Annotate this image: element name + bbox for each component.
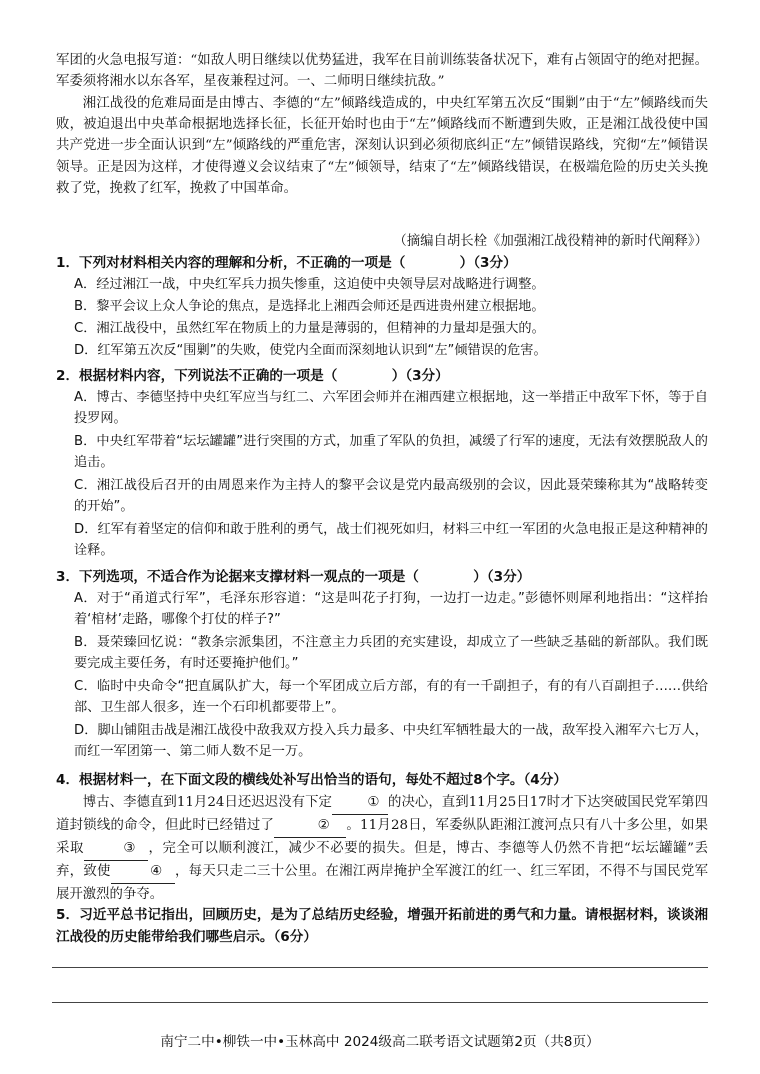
question-4-stem: 4．根据材料一，在下面文段的横线处补写出恰当的语句，每处不超过8个字。（4分） <box>56 772 567 788</box>
question-2-stem: 2．根据材料内容，下列说法不正确的一项是（ ）（3分） <box>56 368 449 384</box>
question-3-option-d: D．脚山铺阻击战是湘江战役中敌我双方投入兵力最多、中央红军牺牲最大的一战，敌军投入湘军六七万人，而红一军团第一、第二师人数不足一万。 <box>74 723 708 760</box>
answer-blank-3[interactable]: ③ <box>84 838 148 861</box>
question-4-text-4: ，完全可以顺利渡江，减少不必要的损失。但是，博古、李德等人仍然不肯把“坛坛罐罐”丢弃，致使 <box>56 841 708 879</box>
question-3-stem: 3．下列选项，不适合作为论据来支撑材料一观点的一项是（ ）（3分） <box>56 569 531 585</box>
question-4-text-3: 。11月28日，军委纵队距湘江渡河点只有八十多公里，如果采取 <box>56 818 708 856</box>
question-2-option-b: B．中央红军带着“坛坛罐罐”进行突围的方式，加重了军队的负担，减缓了行军的速度，无法有效摆脱敌人的追击。 <box>74 434 708 471</box>
question-1-option-c: C．湘江战役中，虽然红军在物质上的力量是薄弱的，但精神的力量却是强大的。 <box>74 321 545 336</box>
question-2-option-c: C．湘江战役后召开的由周恩来作为主持人的黎平会议是党内最高级别的会议，因此聂荣臻称其为“战略转变的开始”。 <box>74 478 708 515</box>
answer-line-1[interactable] <box>52 967 708 968</box>
answer-blank-1[interactable]: ① <box>332 792 388 815</box>
question-1-option-d: D．红军第五次反“围剿”的失败，使党内全面而深刻地认识到“左”倾错误的危害。 <box>74 343 547 358</box>
passage-source: （摘编自胡长栓《加强湘江战役精神的新时代阐释》） <box>393 234 708 249</box>
passage-paragraph-1: 军团的火急电报写道：“如敌人明日继续以优势猛进，我军在目前训练装备状况下，难有占领固守的绝对把握。军委须将湘水以东各军，星夜兼程过河。一、二师明日继续抗敌。” <box>56 53 708 90</box>
question-3-option-c: C．临时中央命令“把直属队扩大，每一个军团成立后方部，有的有一千副担子，有的有八百副担子……供给部、卫生部人很多，连一个石印机都要带上”。 <box>74 679 708 716</box>
question-3-option-a: A．对于“甬道式行军”，毛泽东形容道：“这是叫花子打狗，一边打一边走。”彭德怀则犀利地指出：“这样抬着‘棺材’走路，哪像个打仗的样子?” <box>74 591 708 628</box>
page-footer: 南宁二中•柳铁一中•玉林高中 2024级高二联考语文试题第2页（共8页） <box>160 1034 600 1050</box>
answer-line-2[interactable] <box>52 1002 708 1003</box>
question-5-stem: 5．习近平总书记指出，回顾历史，是为了总结历史经验，增强开拓前进的勇气和力量。请根据材料，谈谈湘江战役的历史能带给我们哪些启示。（6分） <box>56 907 708 945</box>
question-1-option-b: B．黎平会议上众人争论的焦点，是选择北上湘西会师还是西进贵州建立根据地。 <box>74 299 545 314</box>
question-4-text-5: ，每天只走二三十公里。在湘江两岸掩护全军渡江的红一、红三军团，不得不与国民党军展开激烈的争夺。 <box>56 864 709 902</box>
question-1-stem: 1．下列对材料相关内容的理解和分析，不正确的一项是（ ）（3分） <box>56 255 517 271</box>
passage-paragraph-2: 湘江战役的危难局面是由博古、李德的“左”倾路线造成的，中央红军第五次反“围剿”由于“左”倾路线而失败，被迫退出中央革命根据地选择长征，长征开始时也由于“左”倾路线而不断遭到失败，正是湘江战役使中国共产党进一步全面认识到“左”倾路线的严重危害，深刻认识到必须彻底纠正“左”倾错误路线，究彻“左”倾错误领导。正是因为这样，才使得遵义会议结束了“左”倾领导，结束了“左”倾路线错误，在极端危险的历史关头挽救了党，挽救了红军，挽救了中国革命。 <box>56 96 708 196</box>
question-4-passage <box>56 792 708 906</box>
question-4-text-2: 的决心，直到11月25日17时才下达突破国民党军第四道封锁线的命令，但此时已经错过了 <box>56 795 708 833</box>
question-1-option-a: A．经过湘江一战，中央红军兵力损失惨重，这迫使中央领导层对战略进行调整。 <box>74 277 545 292</box>
answer-blank-2[interactable]: ② <box>274 815 346 838</box>
question-4-text-1: 博古、李德直到11月24日还迟迟没有下定 <box>82 795 332 810</box>
question-2-option-d: D．红军有着坚定的信仰和敢于胜利的勇气，战士们视死如归，材料三中红一军团的火急电报正是这种精神的诠释。 <box>74 522 708 559</box>
question-3-option-b: B．聂荣臻回忆说：“教条宗派集团，不注意主力兵团的充实建设，却成立了一些缺乏基础的新部队。我们既要完成主要任务，有时还要掩护他们。” <box>74 635 708 672</box>
question-2-option-a: A．博古、李德坚持中央红军应当与红二、六军团会师并在湘西建立根据地，这一举措正中敌军下怀，等于自投罗网。 <box>74 390 708 427</box>
answer-blank-4[interactable]: ④ <box>111 861 175 884</box>
